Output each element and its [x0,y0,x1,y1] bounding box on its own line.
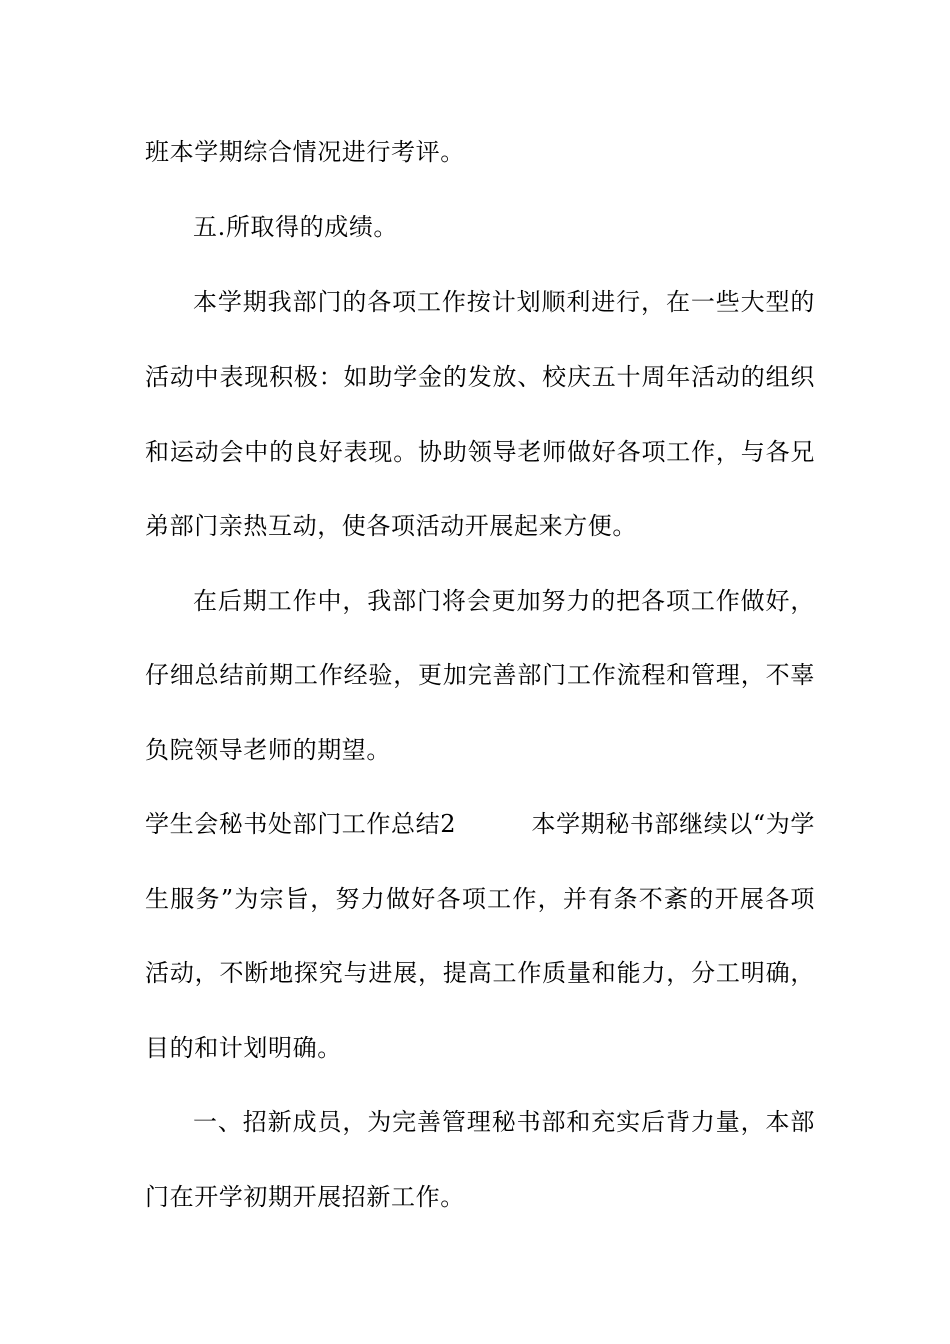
paragraph-line: 仔细总结前期工作经验，更加完善部门工作流程和管理，不辜 [145,661,815,689]
paragraph-line: 负院领导老师的期望。 [145,736,391,764]
paragraph-line: 活动中表现积极：如助学金的发放、校庆五十周年活动的组织 [145,363,815,391]
paragraph-line: 弟部门亲热互动，使各项活动开展起来方便。 [145,512,637,540]
paragraph-line: 生服务”为宗旨，努力做好各项工作，并有条不紊的开展各项 [145,885,815,913]
paragraph-line: 活动，不断地探究与进展，提高工作质量和能力，分工明确， [145,959,815,987]
paragraph-line: 本学期我部门的各项工作按计划顺利进行，在一些大型的 [193,288,815,316]
section-title-row [145,808,815,840]
paragraph-line: 在后期工作中，我部门将会更加努力的把各项工作做好， [193,587,815,615]
paragraph-line: 目的和计划明确。 [145,1034,342,1062]
paragraph-line: 班本学期综合情况进行考评。 [145,138,465,166]
paragraph-line: 门在开学初期开展招新工作。 [145,1183,465,1211]
paragraph-line: 和运动会中的良好表现。协助领导老师做好各项工作，与各兄 [145,438,815,466]
section-title: 学生会秘书处部门工作总结2 [145,810,457,838]
section-heading-achievements: 五.所取得的成绩。 [193,213,399,241]
paragraph-line: 本学期秘书部继续以“为学 [531,810,815,838]
paragraph-line: 一、招新成员，为完善管理秘书部和充实后背力量，本部 [193,1108,815,1136]
